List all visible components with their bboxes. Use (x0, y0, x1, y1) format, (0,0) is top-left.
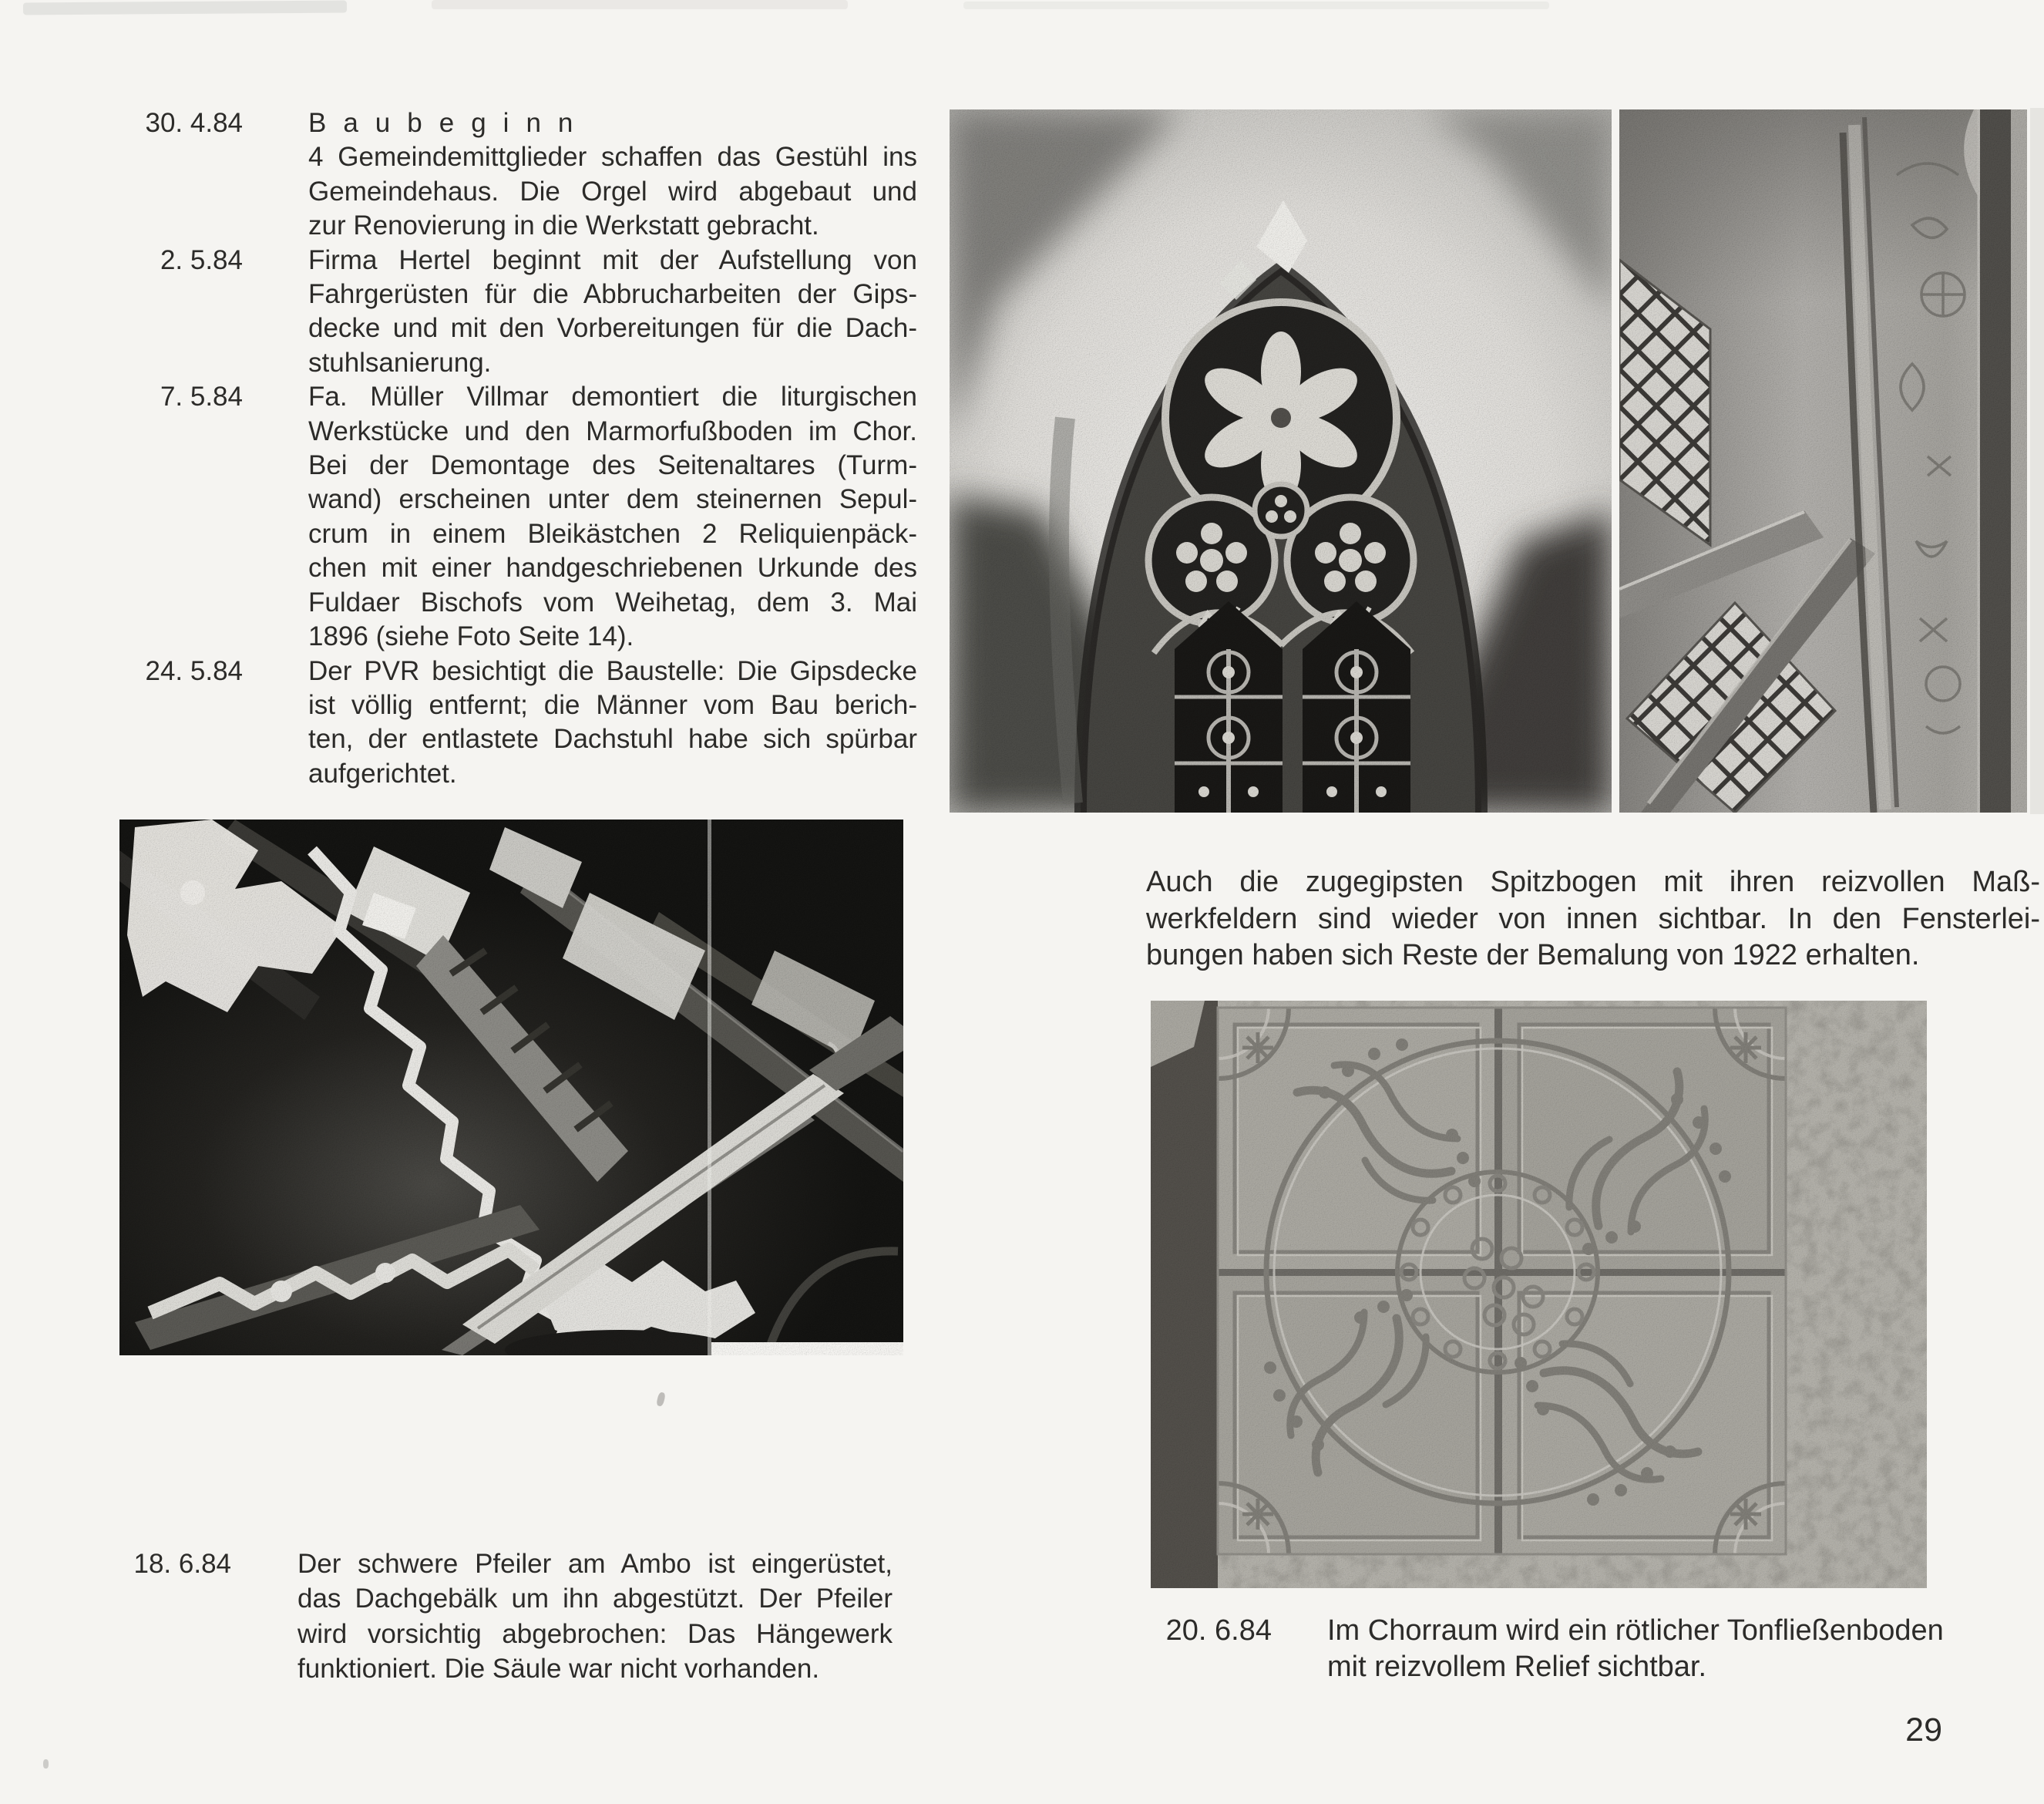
page-edge-shadow (2030, 108, 2044, 814)
chronicle-line: aufgerichtet. (308, 758, 457, 789)
entry-date: 30. 4.84 (145, 108, 243, 138)
photo-tonfliessenboden (1151, 1001, 1927, 1588)
chronicle-line: zur Renovierung in die Werkstatt gebracht. (308, 210, 819, 241)
chronicle-line: Gemeindehaus. Die Orgel wird abgebaut und (308, 176, 917, 207)
page-number: 29 (1905, 1711, 1942, 1748)
chronicle-entry (123, 106, 940, 244)
chronicle-pillar (112, 1547, 929, 1687)
chronicle-line: Der schwere Pfeiler am Ambo ist eingerüstet, (298, 1549, 893, 1579)
entry-date: 2. 5.84 (160, 244, 243, 275)
photo-dachstuhl (119, 820, 903, 1355)
chronicle-top (123, 106, 940, 791)
chronicle-entry (123, 244, 940, 381)
chronicle-line: Fuldaer Bischofs vom Weihetag, dem 3. Mai (308, 587, 917, 618)
scan-mark (656, 1392, 666, 1407)
photo-spitzbogen-masswerk (950, 109, 1612, 813)
scan-smudge (963, 2, 1549, 9)
entry-body (308, 655, 917, 792)
chronicle-line: chen mit einer handgeschriebenen Urkunde des (308, 553, 917, 584)
entry-date: 18. 6.84 (133, 1549, 231, 1579)
photo-fensterleibung-bemalung (1619, 109, 2027, 813)
scan-smudge (432, 0, 848, 9)
chronicle-line: Werkstücke und den Marmorfußboden im Chor. (308, 416, 917, 446)
chronicle-line: stuhlsanierung. (308, 347, 492, 378)
chronicle-line: Der PVR besichtigt die Baustelle: Die Gipsdecke (308, 655, 917, 686)
chronicle-line: wand) erscheinen unter dem steinernen Sepul- (308, 484, 917, 515)
entry-body (308, 106, 917, 244)
chronicle-line: das Dachgebälk um ihn abgestützt. Der Pfeiler (298, 1584, 893, 1614)
caption-line: Auch die zugegipsten Spitzbogen mit ihren reizvollen Maß- (1146, 866, 2040, 898)
entry-date: 24. 5.84 (145, 655, 243, 686)
caption-arches (1146, 864, 2040, 974)
chronicle-entry (1150, 1613, 2013, 1685)
chronicle-line: ten, der entlastete Dachstuhl habe sich spürbar (308, 724, 917, 755)
chronicle-entry (123, 655, 940, 792)
chronicle-line: 4 Gemeindemittglieder schaffen das Gestühl ins (308, 142, 917, 173)
entry-body (308, 244, 917, 381)
entry-heading: Baubeginn (308, 108, 590, 138)
chronicle-floor (1150, 1613, 2013, 1685)
chronicle-line: decke und mit den Vorbereitungen für die Dach- (308, 313, 917, 344)
scan-smudge (23, 1, 347, 15)
entry-body (298, 1547, 893, 1687)
chronicle-line: Firma Hertel beginnt mit der Aufstellung von (308, 244, 917, 275)
entry-date: 7. 5.84 (160, 382, 243, 412)
chronicle-line: 1896 (siehe Foto Seite 14). (308, 621, 634, 652)
chronicle-line: mit reizvollem Relief sichtbar. (1327, 1650, 1707, 1683)
entry-body (308, 380, 917, 654)
chronicle-line: ist völlig entfernt; die Männer vom Bau berich- (308, 689, 917, 720)
chronicle-line: Fa. Müller Villmar demontiert die liturgischen (308, 382, 917, 412)
chronicle-line: Bei der Demontage des Seitenaltares (Turm- (308, 450, 917, 481)
caption-line: bungen haben sich Reste der Bemalung von 1922 erhalten. (1146, 939, 1920, 972)
chronicle-line: crum in einem Bleikästchen 2 Reliquienpäck- (308, 518, 917, 549)
chronicle-entry (112, 1547, 929, 1687)
chronicle-line: funktioniert. Die Säule war nicht vorhanden. (298, 1654, 820, 1685)
entry-body (1327, 1613, 1990, 1685)
chronicle-line: wird vorsichtig abgebrochen: Das Hängewerk (298, 1618, 893, 1649)
scan-mark (43, 1759, 49, 1769)
chronicle-line: Im Chorraum wird ein rötlicher Tonfließenboden (1327, 1614, 1944, 1647)
chronicle-line: Fahrgerüsten für die Abbrucharbeiten der Gips- (308, 279, 917, 310)
chronicle-entry (123, 380, 940, 654)
caption-line: werkfeldern sind wieder von innen sichtbar. In den Fensterlei- (1146, 902, 2040, 935)
entry-date: 20. 6.84 (1165, 1614, 1272, 1647)
